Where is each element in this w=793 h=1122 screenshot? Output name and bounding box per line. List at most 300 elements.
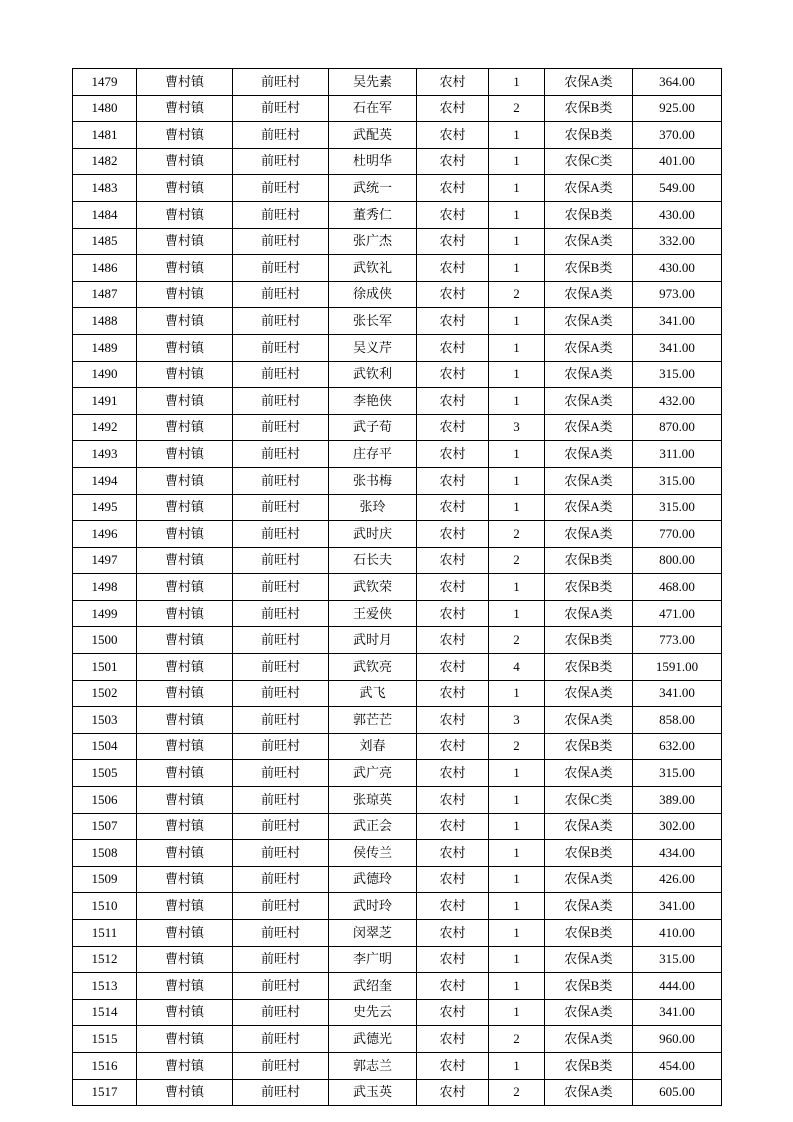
cell-amount: 389.00 (633, 787, 722, 814)
cell-name: 石在军 (329, 95, 417, 122)
cell-type: 农村 (417, 467, 489, 494)
cell-type: 农村 (417, 494, 489, 521)
table-row (73, 999, 722, 1026)
cell-amount: 454.00 (633, 1052, 722, 1079)
cell-type: 农村 (417, 308, 489, 335)
cell-amount: 773.00 (633, 627, 722, 654)
table-row (73, 893, 722, 920)
cell-town: 曹村镇 (137, 175, 233, 202)
cell-town: 曹村镇 (137, 441, 233, 468)
table-row (73, 201, 722, 228)
cell-name: 武德光 (329, 1026, 417, 1053)
cell-village: 前旺村 (233, 148, 329, 175)
cell-type: 农村 (417, 680, 489, 707)
cell-town: 曹村镇 (137, 228, 233, 255)
cell-town: 曹村镇 (137, 654, 233, 681)
table-row (73, 388, 722, 415)
cell-town: 曹村镇 (137, 574, 233, 601)
cell-town: 曹村镇 (137, 866, 233, 893)
cell-count: 1 (489, 175, 545, 202)
cell-amount: 311.00 (633, 441, 722, 468)
table-row (73, 707, 722, 734)
table-row (73, 281, 722, 308)
cell-amount: 401.00 (633, 148, 722, 175)
cell-town: 曹村镇 (137, 467, 233, 494)
cell-category: 农保B类 (545, 840, 633, 867)
cell-id: 1507 (73, 813, 137, 840)
cell-amount: 434.00 (633, 840, 722, 867)
table-row (73, 1026, 722, 1053)
cell-type: 农村 (417, 228, 489, 255)
cell-count: 1 (489, 494, 545, 521)
cell-type: 农村 (417, 1052, 489, 1079)
cell-id: 1513 (73, 973, 137, 1000)
cell-type: 农村 (417, 175, 489, 202)
cell-count: 1 (489, 920, 545, 947)
cell-id: 1517 (73, 1079, 137, 1106)
cell-count: 3 (489, 707, 545, 734)
cell-village: 前旺村 (233, 893, 329, 920)
cell-id: 1504 (73, 733, 137, 760)
cell-type: 农村 (417, 1026, 489, 1053)
cell-type: 农村 (417, 521, 489, 548)
cell-category: 农保B类 (545, 920, 633, 947)
cell-village: 前旺村 (233, 521, 329, 548)
cell-type: 农村 (417, 574, 489, 601)
cell-count: 1 (489, 201, 545, 228)
beneficiary-table (72, 68, 722, 1106)
cell-id: 1506 (73, 787, 137, 814)
cell-village: 前旺村 (233, 281, 329, 308)
cell-town: 曹村镇 (137, 69, 233, 96)
cell-count: 1 (489, 334, 545, 361)
cell-id: 1489 (73, 334, 137, 361)
cell-town: 曹村镇 (137, 760, 233, 787)
cell-town: 曹村镇 (137, 920, 233, 947)
cell-amount: 430.00 (633, 255, 722, 282)
cell-name: 武绍奎 (329, 973, 417, 1000)
table-row (73, 920, 722, 947)
cell-count: 1 (489, 467, 545, 494)
cell-id: 1512 (73, 946, 137, 973)
cell-id: 1493 (73, 441, 137, 468)
cell-type: 农村 (417, 148, 489, 175)
cell-category: 农保B类 (545, 654, 633, 681)
cell-type: 农村 (417, 255, 489, 282)
cell-id: 1494 (73, 467, 137, 494)
cell-village: 前旺村 (233, 467, 329, 494)
table-row (73, 1079, 722, 1106)
cell-id: 1484 (73, 201, 137, 228)
cell-town: 曹村镇 (137, 1026, 233, 1053)
cell-type: 农村 (417, 654, 489, 681)
table-row (73, 95, 722, 122)
cell-type: 农村 (417, 627, 489, 654)
cell-id: 1495 (73, 494, 137, 521)
cell-village: 前旺村 (233, 733, 329, 760)
cell-type: 农村 (417, 95, 489, 122)
cell-village: 前旺村 (233, 1052, 329, 1079)
cell-town: 曹村镇 (137, 1052, 233, 1079)
cell-town: 曹村镇 (137, 999, 233, 1026)
cell-village: 前旺村 (233, 973, 329, 1000)
cell-category: 农保C类 (545, 787, 633, 814)
cell-name: 徐成侠 (329, 281, 417, 308)
cell-type: 农村 (417, 201, 489, 228)
cell-amount: 364.00 (633, 69, 722, 96)
cell-id: 1480 (73, 95, 137, 122)
table-row (73, 228, 722, 255)
table-row (73, 441, 722, 468)
cell-town: 曹村镇 (137, 547, 233, 574)
cell-name: 武钦荣 (329, 574, 417, 601)
cell-amount: 315.00 (633, 467, 722, 494)
cell-amount: 870.00 (633, 414, 722, 441)
table-row (73, 334, 722, 361)
cell-id: 1496 (73, 521, 137, 548)
cell-category: 农保A类 (545, 441, 633, 468)
cell-name: 李广明 (329, 946, 417, 973)
cell-id: 1491 (73, 388, 137, 415)
table-row (73, 414, 722, 441)
cell-id: 1503 (73, 707, 137, 734)
cell-count: 1 (489, 122, 545, 149)
cell-category: 农保A类 (545, 946, 633, 973)
cell-count: 4 (489, 654, 545, 681)
cell-village: 前旺村 (233, 627, 329, 654)
cell-village: 前旺村 (233, 600, 329, 627)
cell-id: 1485 (73, 228, 137, 255)
cell-village: 前旺村 (233, 547, 329, 574)
cell-count: 1 (489, 574, 545, 601)
cell-village: 前旺村 (233, 1079, 329, 1106)
cell-name: 董秀仁 (329, 201, 417, 228)
cell-village: 前旺村 (233, 95, 329, 122)
cell-id: 1510 (73, 893, 137, 920)
cell-town: 曹村镇 (137, 1079, 233, 1106)
cell-type: 农村 (417, 707, 489, 734)
cell-amount: 410.00 (633, 920, 722, 947)
cell-village: 前旺村 (233, 574, 329, 601)
table-row (73, 308, 722, 335)
table-row (73, 175, 722, 202)
cell-town: 曹村镇 (137, 308, 233, 335)
cell-category: 农保A类 (545, 281, 633, 308)
cell-id: 1509 (73, 866, 137, 893)
cell-amount: 430.00 (633, 201, 722, 228)
cell-amount: 315.00 (633, 760, 722, 787)
cell-village: 前旺村 (233, 707, 329, 734)
cell-type: 农村 (417, 388, 489, 415)
cell-category: 农保A类 (545, 467, 633, 494)
cell-town: 曹村镇 (137, 973, 233, 1000)
cell-town: 曹村镇 (137, 334, 233, 361)
cell-town: 曹村镇 (137, 787, 233, 814)
cell-amount: 302.00 (633, 813, 722, 840)
cell-category: 农保A类 (545, 680, 633, 707)
cell-name: 杜明华 (329, 148, 417, 175)
cell-amount: 315.00 (633, 494, 722, 521)
cell-category: 农保A类 (545, 308, 633, 335)
cell-count: 1 (489, 441, 545, 468)
cell-type: 农村 (417, 999, 489, 1026)
cell-category: 农保B类 (545, 547, 633, 574)
cell-count: 2 (489, 95, 545, 122)
cell-id: 1481 (73, 122, 137, 149)
table-row (73, 946, 722, 973)
cell-count: 1 (489, 148, 545, 175)
cell-town: 曹村镇 (137, 707, 233, 734)
cell-town: 曹村镇 (137, 893, 233, 920)
table-row (73, 973, 722, 1000)
cell-name: 武时月 (329, 627, 417, 654)
cell-name: 武钦亮 (329, 654, 417, 681)
cell-name: 刘春 (329, 733, 417, 760)
cell-type: 农村 (417, 1079, 489, 1106)
cell-town: 曹村镇 (137, 813, 233, 840)
cell-category: 农保A类 (545, 893, 633, 920)
cell-name: 武德玲 (329, 866, 417, 893)
cell-id: 1515 (73, 1026, 137, 1053)
cell-count: 2 (489, 1026, 545, 1053)
cell-town: 曹村镇 (137, 414, 233, 441)
cell-name: 武钦礼 (329, 255, 417, 282)
cell-id: 1501 (73, 654, 137, 681)
cell-village: 前旺村 (233, 760, 329, 787)
cell-count: 1 (489, 228, 545, 255)
cell-name: 武配英 (329, 122, 417, 149)
cell-count: 2 (489, 281, 545, 308)
cell-category: 农保B类 (545, 627, 633, 654)
cell-town: 曹村镇 (137, 733, 233, 760)
cell-amount: 444.00 (633, 973, 722, 1000)
cell-amount: 341.00 (633, 308, 722, 335)
table-row (73, 1052, 722, 1079)
table-row (73, 574, 722, 601)
cell-amount: 858.00 (633, 707, 722, 734)
table-row (73, 680, 722, 707)
table-row (73, 813, 722, 840)
cell-category: 农保A类 (545, 334, 633, 361)
cell-type: 农村 (417, 893, 489, 920)
cell-category: 农保A类 (545, 866, 633, 893)
cell-village: 前旺村 (233, 680, 329, 707)
cell-village: 前旺村 (233, 787, 329, 814)
cell-town: 曹村镇 (137, 148, 233, 175)
cell-category: 农保A类 (545, 175, 633, 202)
cell-name: 武广亮 (329, 760, 417, 787)
table-row (73, 467, 722, 494)
cell-type: 农村 (417, 361, 489, 388)
cell-category: 农保B类 (545, 973, 633, 1000)
cell-type: 农村 (417, 787, 489, 814)
table-row (73, 494, 722, 521)
cell-type: 农村 (417, 946, 489, 973)
cell-village: 前旺村 (233, 308, 329, 335)
cell-town: 曹村镇 (137, 361, 233, 388)
cell-id: 1490 (73, 361, 137, 388)
cell-village: 前旺村 (233, 654, 329, 681)
cell-type: 农村 (417, 547, 489, 574)
cell-amount: 315.00 (633, 946, 722, 973)
cell-type: 农村 (417, 600, 489, 627)
cell-village: 前旺村 (233, 494, 329, 521)
cell-name: 张广杰 (329, 228, 417, 255)
cell-name: 张玲 (329, 494, 417, 521)
cell-village: 前旺村 (233, 201, 329, 228)
cell-village: 前旺村 (233, 228, 329, 255)
cell-category: 农保B类 (545, 122, 633, 149)
cell-name: 武钦利 (329, 361, 417, 388)
cell-amount: 973.00 (633, 281, 722, 308)
table-row (73, 627, 722, 654)
cell-name: 吴先素 (329, 69, 417, 96)
cell-count: 1 (489, 69, 545, 96)
cell-category: 农保B类 (545, 733, 633, 760)
cell-town: 曹村镇 (137, 840, 233, 867)
cell-amount: 960.00 (633, 1026, 722, 1053)
cell-village: 前旺村 (233, 999, 329, 1026)
table-row (73, 148, 722, 175)
cell-category: 农保A类 (545, 707, 633, 734)
cell-type: 农村 (417, 813, 489, 840)
cell-category: 农保A类 (545, 494, 633, 521)
cell-id: 1505 (73, 760, 137, 787)
cell-village: 前旺村 (233, 334, 329, 361)
cell-count: 1 (489, 866, 545, 893)
cell-town: 曹村镇 (137, 494, 233, 521)
cell-town: 曹村镇 (137, 95, 233, 122)
cell-name: 武时庆 (329, 521, 417, 548)
cell-amount: 605.00 (633, 1079, 722, 1106)
cell-count: 1 (489, 813, 545, 840)
cell-category: 农保B类 (545, 95, 633, 122)
cell-name: 侯传兰 (329, 840, 417, 867)
table-row (73, 733, 722, 760)
cell-id: 1508 (73, 840, 137, 867)
cell-amount: 770.00 (633, 521, 722, 548)
table-row (73, 255, 722, 282)
cell-category: 农保A类 (545, 388, 633, 415)
cell-name: 武飞 (329, 680, 417, 707)
cell-count: 1 (489, 308, 545, 335)
cell-id: 1498 (73, 574, 137, 601)
table-row (73, 600, 722, 627)
cell-count: 1 (489, 840, 545, 867)
table-row (73, 547, 722, 574)
cell-amount: 632.00 (633, 733, 722, 760)
cell-amount: 468.00 (633, 574, 722, 601)
cell-town: 曹村镇 (137, 388, 233, 415)
cell-town: 曹村镇 (137, 122, 233, 149)
cell-amount: 332.00 (633, 228, 722, 255)
cell-amount: 426.00 (633, 866, 722, 893)
cell-count: 2 (489, 1079, 545, 1106)
cell-count: 2 (489, 627, 545, 654)
cell-category: 农保A类 (545, 760, 633, 787)
cell-type: 农村 (417, 733, 489, 760)
cell-town: 曹村镇 (137, 946, 233, 973)
cell-count: 1 (489, 1052, 545, 1079)
cell-name: 庄存平 (329, 441, 417, 468)
cell-type: 农村 (417, 69, 489, 96)
cell-village: 前旺村 (233, 441, 329, 468)
cell-count: 2 (489, 733, 545, 760)
cell-amount: 432.00 (633, 388, 722, 415)
cell-count: 1 (489, 680, 545, 707)
cell-type: 农村 (417, 920, 489, 947)
cell-id: 1488 (73, 308, 137, 335)
cell-category: 农保A类 (545, 813, 633, 840)
cell-id: 1483 (73, 175, 137, 202)
cell-count: 1 (489, 361, 545, 388)
cell-count: 1 (489, 999, 545, 1026)
cell-category: 农保A类 (545, 1079, 633, 1106)
cell-id: 1492 (73, 414, 137, 441)
table-row (73, 122, 722, 149)
cell-name: 史先云 (329, 999, 417, 1026)
cell-count: 1 (489, 946, 545, 973)
cell-count: 1 (489, 973, 545, 1000)
cell-amount: 341.00 (633, 893, 722, 920)
cell-id: 1499 (73, 600, 137, 627)
cell-category: 农保A类 (545, 999, 633, 1026)
cell-name: 张长军 (329, 308, 417, 335)
cell-type: 农村 (417, 760, 489, 787)
cell-village: 前旺村 (233, 414, 329, 441)
cell-id: 1479 (73, 69, 137, 96)
table-row (73, 361, 722, 388)
cell-town: 曹村镇 (137, 255, 233, 282)
cell-count: 1 (489, 893, 545, 920)
cell-count: 3 (489, 414, 545, 441)
cell-category: 农保A类 (545, 1026, 633, 1053)
cell-name: 武时玲 (329, 893, 417, 920)
cell-category: 农保B类 (545, 1052, 633, 1079)
cell-count: 1 (489, 760, 545, 787)
table-row (73, 654, 722, 681)
table-row (73, 787, 722, 814)
cell-name: 石长夫 (329, 547, 417, 574)
cell-type: 农村 (417, 334, 489, 361)
cell-village: 前旺村 (233, 813, 329, 840)
cell-amount: 1591.00 (633, 654, 722, 681)
cell-amount: 341.00 (633, 334, 722, 361)
cell-amount: 925.00 (633, 95, 722, 122)
cell-village: 前旺村 (233, 361, 329, 388)
cell-amount: 471.00 (633, 600, 722, 627)
cell-name: 武玉英 (329, 1079, 417, 1106)
cell-id: 1487 (73, 281, 137, 308)
cell-id: 1502 (73, 680, 137, 707)
cell-name: 闵翠芝 (329, 920, 417, 947)
cell-amount: 341.00 (633, 680, 722, 707)
cell-village: 前旺村 (233, 388, 329, 415)
cell-amount: 800.00 (633, 547, 722, 574)
cell-name: 张书梅 (329, 467, 417, 494)
cell-category: 农保A类 (545, 600, 633, 627)
cell-name: 武统一 (329, 175, 417, 202)
cell-id: 1516 (73, 1052, 137, 1079)
cell-town: 曹村镇 (137, 680, 233, 707)
cell-town: 曹村镇 (137, 521, 233, 548)
cell-amount: 341.00 (633, 999, 722, 1026)
cell-village: 前旺村 (233, 69, 329, 96)
cell-category: 农保B类 (545, 574, 633, 601)
cell-village: 前旺村 (233, 122, 329, 149)
cell-id: 1514 (73, 999, 137, 1026)
cell-name: 李艳侠 (329, 388, 417, 415)
